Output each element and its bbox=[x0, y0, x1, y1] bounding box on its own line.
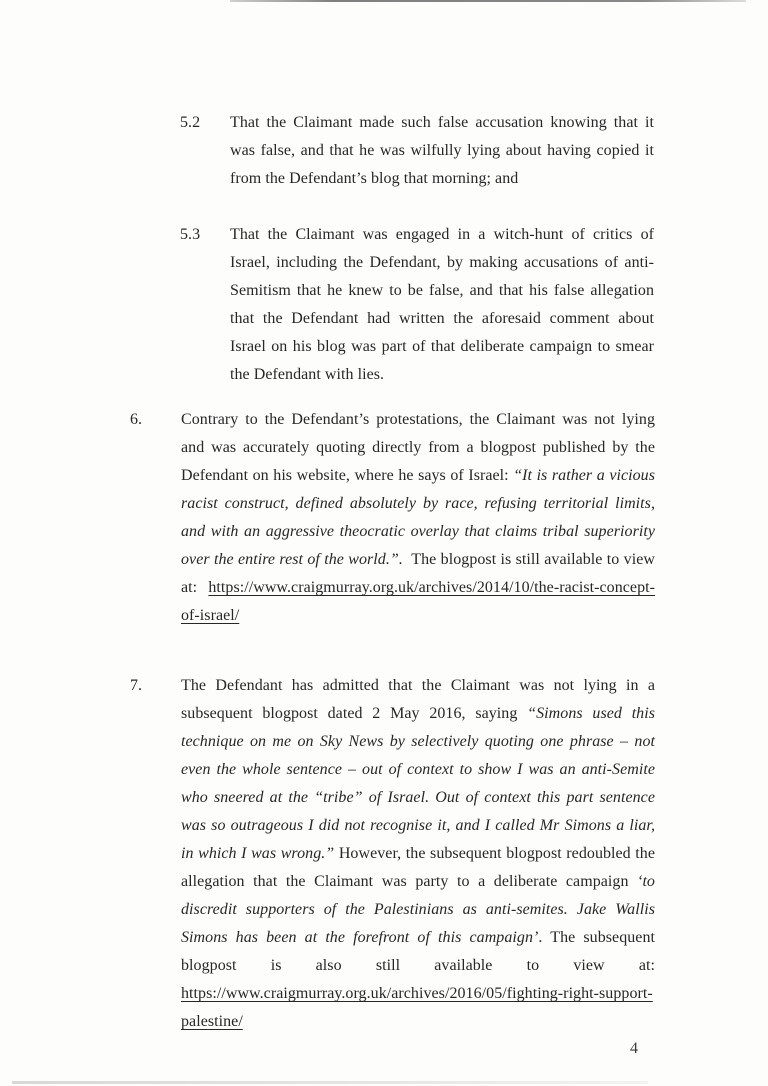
text-segment: The Defendant has admitted that the Claimant was not lying in a subsequent blogpost dated 2 May 2016, saying bbox=[181, 677, 655, 722]
text-segment: That the Claimant was engaged in a witch-hunt of critics of Israel, including the Defendant, by making accusations of anti-Semitism that he knew to be false, and that his false allegation that the Defendant had written the aforesaid comment about Israel on his blog was part of that deliberate campaign to smear the Defendant with lies. bbox=[230, 226, 654, 383]
scan-artifact-top-line bbox=[230, 0, 746, 2]
paragraph-text bbox=[230, 109, 654, 193]
paragraph-number: 7. bbox=[130, 677, 143, 694]
text-segment: However, the subsequent blogpost redoubled the allegation that the Claimant was party to a deliberate campaign bbox=[181, 845, 655, 890]
paragraph-number: 6. bbox=[130, 411, 143, 428]
text-segment: Contrary to the Defendant’s protestations, the Claimant was not lying and was accurately quoting directly from a blogpost published by the Defendant on his website, where he says of Israel: bbox=[181, 411, 655, 484]
text-segment: “It is rather a vicious racist construct, defined absolutely by race, refusing territorial limits, and with an aggressive theocratic overlay that claims tribal superiority over the entire rest of the world.”. bbox=[181, 467, 655, 568]
text-segment: The blogpost is still available to view at: bbox=[181, 551, 655, 596]
text-segment: “Simons used this technique on me on Sky News by selectively quoting one phrase – not even the whole sentence – out of context to show I was an anti-Semite who sneered at the “tribe” of Israel. Out of context this part sentence was so outrageous I did not recognise it, and I called Mr Simons a liar, in which I was wrong.” bbox=[181, 705, 656, 862]
paragraph-text bbox=[230, 221, 654, 389]
text-segment: That the Claimant made such false accusation knowing that it was false, and that he was wilfully lying about having copied it from the Defendant’s blog that morning; and bbox=[230, 114, 654, 187]
paragraph-number: 5.2 bbox=[180, 114, 201, 131]
text-segment: . The subsequent blogpost is also still available to view at: bbox=[181, 929, 655, 974]
url-link[interactable]: https://www.craigmurray.org.uk/archives/2014/10/the-racist-concept-of-israel/ bbox=[181, 579, 655, 624]
paragraph-5-3 bbox=[180, 221, 654, 389]
paragraph-6 bbox=[130, 406, 655, 630]
paragraph-text bbox=[181, 672, 655, 1036]
url-link[interactable]: https://www.craigmurray.org.uk/archives/2016/05/fighting-right-support-palestine/ bbox=[181, 985, 653, 1030]
page-number: 4 bbox=[630, 1040, 638, 1057]
paragraph-text bbox=[181, 406, 655, 630]
paragraph-5-2 bbox=[180, 109, 654, 193]
scan-artifact-bottom-line bbox=[12, 1081, 648, 1084]
paragraph-number: 5.3 bbox=[180, 226, 201, 243]
paragraph-7 bbox=[130, 672, 655, 1036]
text-segment: ‘to discredit supporters of the Palestinians as anti-semites. Jake Wallis Simons has been at the forefront of this campaign’ bbox=[181, 873, 655, 946]
